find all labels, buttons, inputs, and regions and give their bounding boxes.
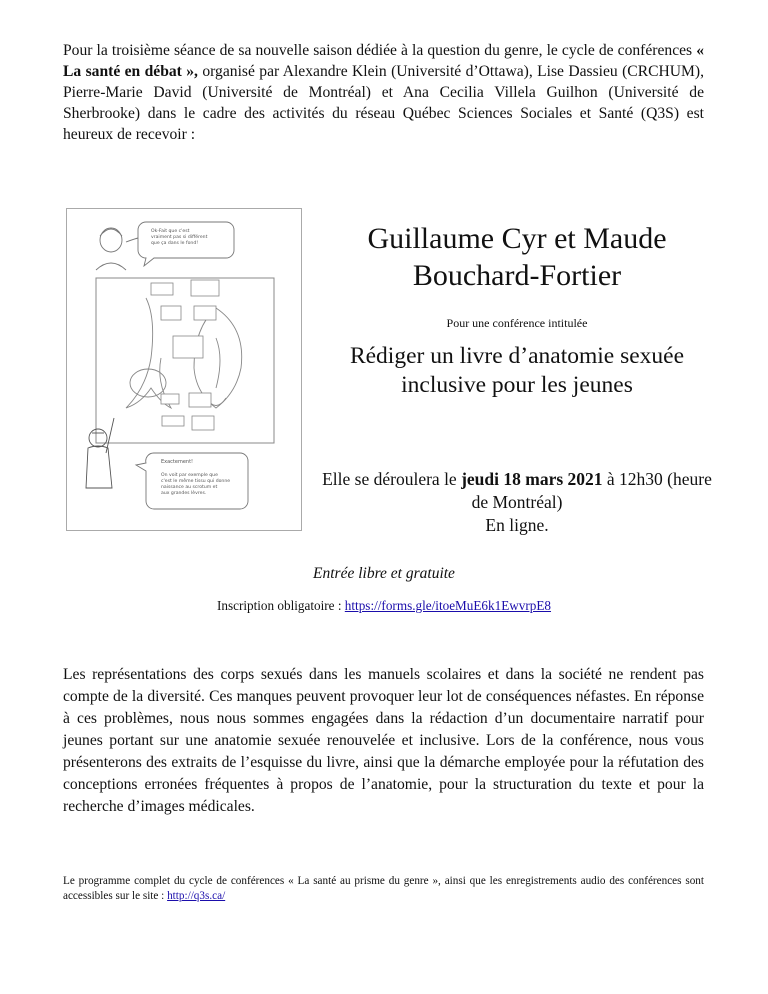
footer-text: Le programme complet du cycle de conférences « La santé au prisme du genre », ainsi que les enregistrements audio des conférences sont accessibles sur le site : xyxy=(63,875,704,902)
schedule-date: jeudi 18 mars 2021 xyxy=(461,469,603,489)
series-name: « La santé en débat », xyxy=(63,42,704,80)
footer-link[interactable]: http://q3s.ca/ xyxy=(167,890,226,902)
intro-paragraph xyxy=(63,40,704,145)
speakers-title: Guillaume Cyr et Maude Bouchard-Fortier xyxy=(367,222,667,292)
free-entry: Entrée libre et gratuite xyxy=(313,565,455,582)
footer-note xyxy=(63,874,704,904)
abstract-paragraph: Les représentations des corps sexués dans les manuels scolaires et dans la société ne rendent pas compte de la diversité. Ces manques peuvent provoquer leur lot de conséquences néfastes. En réponse à ces problèmes, nous nous sommes engagées dans la rédaction d’un documentaire narratif pour jeunes portant sur une anatomie sexuée renouvelée et inclusive. Lors de la conférence, nous vous présenterons des extraits de l’esquisse du livre, ainsi que la démarche employée pour la réfutation des conceptions erronées fréquentes à propos de l’anatomie, pour la structuration du texte et pour la recherche d’images médicales. xyxy=(63,666,704,815)
registration-link[interactable]: https://forms.gle/itoeMuE6k1EwvrpE8 xyxy=(344,598,552,613)
schedule xyxy=(322,468,712,537)
anatomy-sketch-illustration xyxy=(66,208,302,531)
conference-intro: Pour une conférence intitulée xyxy=(446,316,588,330)
schedule-prefix: Elle se déroulera le xyxy=(322,469,462,489)
intro-part1: Pour la troisième séance de sa nouvelle saison dédiée à la question du genre, le cycle de conférences xyxy=(63,42,697,59)
bubble-top-text: Ok-Fait que c'est vraiment pas si différent que ça dans le fond! xyxy=(151,229,208,246)
registration xyxy=(0,598,768,614)
bubble-bottom-text: On voit par exemple que c'est le même tissu qui donne naissance au scrotum et aux grandes lèvres. xyxy=(161,473,231,496)
bubble-bottom-title: Exactement! xyxy=(161,459,194,465)
schedule-mode: En ligne. xyxy=(485,515,549,535)
registration-label: Inscription obligatoire : xyxy=(216,598,345,613)
schedule-suffix: à 12h30 (heure de Montréal) xyxy=(471,469,712,512)
intro-part2: organisé par Alexandre Klein (Université d’Ottawa), Lise Dassieu (CRCHUM), Pierre-Marie David (Université de Montréal) et Ana Cecilia Villela Guilhon (Université de Sherbrooke) dans le cadre des activités du réseau Québec Sciences Sociales et Santé (Q3S) est heureux de recevoir : xyxy=(63,63,704,143)
talk-title: Rédiger un livre d’anatomie sexuée inclusive pour les jeunes xyxy=(349,343,685,398)
